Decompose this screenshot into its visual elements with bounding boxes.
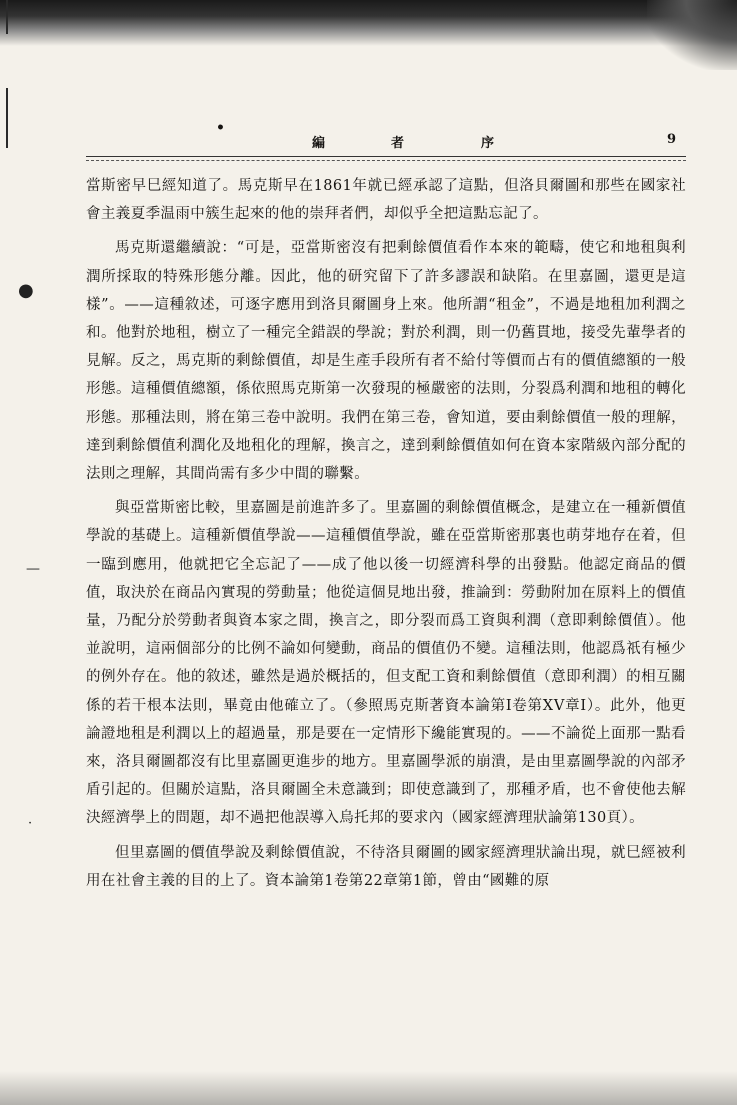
ink-speck: — [26,561,40,577]
paragraph: 當斯密早巳經知道了。馬克斯早在1861年就已經承認了這點，但洛貝爾圖和那些在國家社會主義夏季温雨中簇生起來的他的崇拜者們，却似乎全把這點忘記了。 [86,178,686,223]
header-title-char: 編 [312,136,326,151]
ink-speck: ● [18,280,34,301]
header-rule [86,156,686,157]
running-header [86,120,686,154]
body-text [86,172,686,895]
paragraph: 與亞當斯密比較，里嘉圖是前進許多了。里嘉圖的剩餘價值概念，是建立在一種新價值學說的基礎上。這種新價值學說——這種價值學說，雖在亞當斯密那裏也萌芽地存在着，但一臨到應用，他就把它全忘記了——成了他以後一切經濟科學的出發點。他認定商品的價值，取決於在商品內實現的勞動量；他從這個見地出發，推論到：勞動附加在原料上的價值量，乃配分於勞動者與資本家之間，換言之，即分裂而爲工資與利潤（意即剩餘價值）。他並說明，這兩個部分的比例不論如何變動，商品的價值仍不變。這種法則，他認爲祇有極少的例外存在。他的敘述，雖然是過於概括的，但支配工資和剩餘價值（意即利潤）的相互關係的若干根本法則，畢竟由他確立了。（參照馬克斯著資本論第Ⅰ卷第ⅩⅤ章Ⅰ）。此外，他更論證地租是利潤以上的超過量，那是要在一定情形下纔能實現的。——不論從上面那一點看來，洛貝爾圖都沒有比里嘉圖更進步的地方。里嘉圖學派的崩潰，是由里嘉圖學說的內部矛盾引起的。但關於這點，洛貝爾圖全未意識到；即使意識到了，那種矛盾，也不會使他去解決經濟學上的問題，却不過把他誤導入烏托邦的要求內（國家經濟理狀論第130頁）。 [86,500,686,827]
margin-mark [6,0,8,34]
page-number: 9 [666,132,676,147]
header-title-char: 序 [481,136,495,151]
scan-shadow-top [0,0,737,46]
scan-shadow-corner [647,0,737,70]
scan-shadow-bottom [0,1071,737,1105]
margin-mark [6,88,8,148]
paragraph: 但里嘉圖的價值學說及剩餘價值說，不待洛貝爾圖的國家經濟理狀論出現，就巳經被利用在社會主義的目的上了。資本論第1卷第22章第1節，曾由“國難的原 [86,844,686,889]
header-dot: • [216,120,225,136]
ink-speck: · [28,816,33,831]
header-title-char: 者 [391,136,405,151]
paragraph: 馬克斯還繼續說：“可是，亞當斯密沒有把剩餘價值看作本來的範疇，使它和地租與利潤所採取的特殊形態分離。因此，他的研究留下了許多謬誤和缺陷。在里嘉圖，還更是這樣”。——這種敘述，可逐字應用到洛貝爾圖身上來。他所謂“租金”，不過是地租加利潤之和。他對於地租，樹立了一種完全錯誤的學說；對於利潤，則一仍舊貫地，接受先輩學者的見解。反之，馬克斯的剩餘價值，却是生產手段所有者不給付等價而占有的價值總額的一般形態。這種價值總額，係依照馬克斯第一次發現的極嚴密的法則，分裂爲利潤和地租的轉化形態。那種法則，將在第三卷中說明。我們在第三卷，會知道，要由剩餘價值一般的理解，達到剩餘價值利潤化及地租化的理解，換言之，達到剩餘價值如何在資本家階級內部分配的法則之理解，其間尚需有多少中間的聯繫。 [86,240,686,483]
header-rule [86,160,686,161]
